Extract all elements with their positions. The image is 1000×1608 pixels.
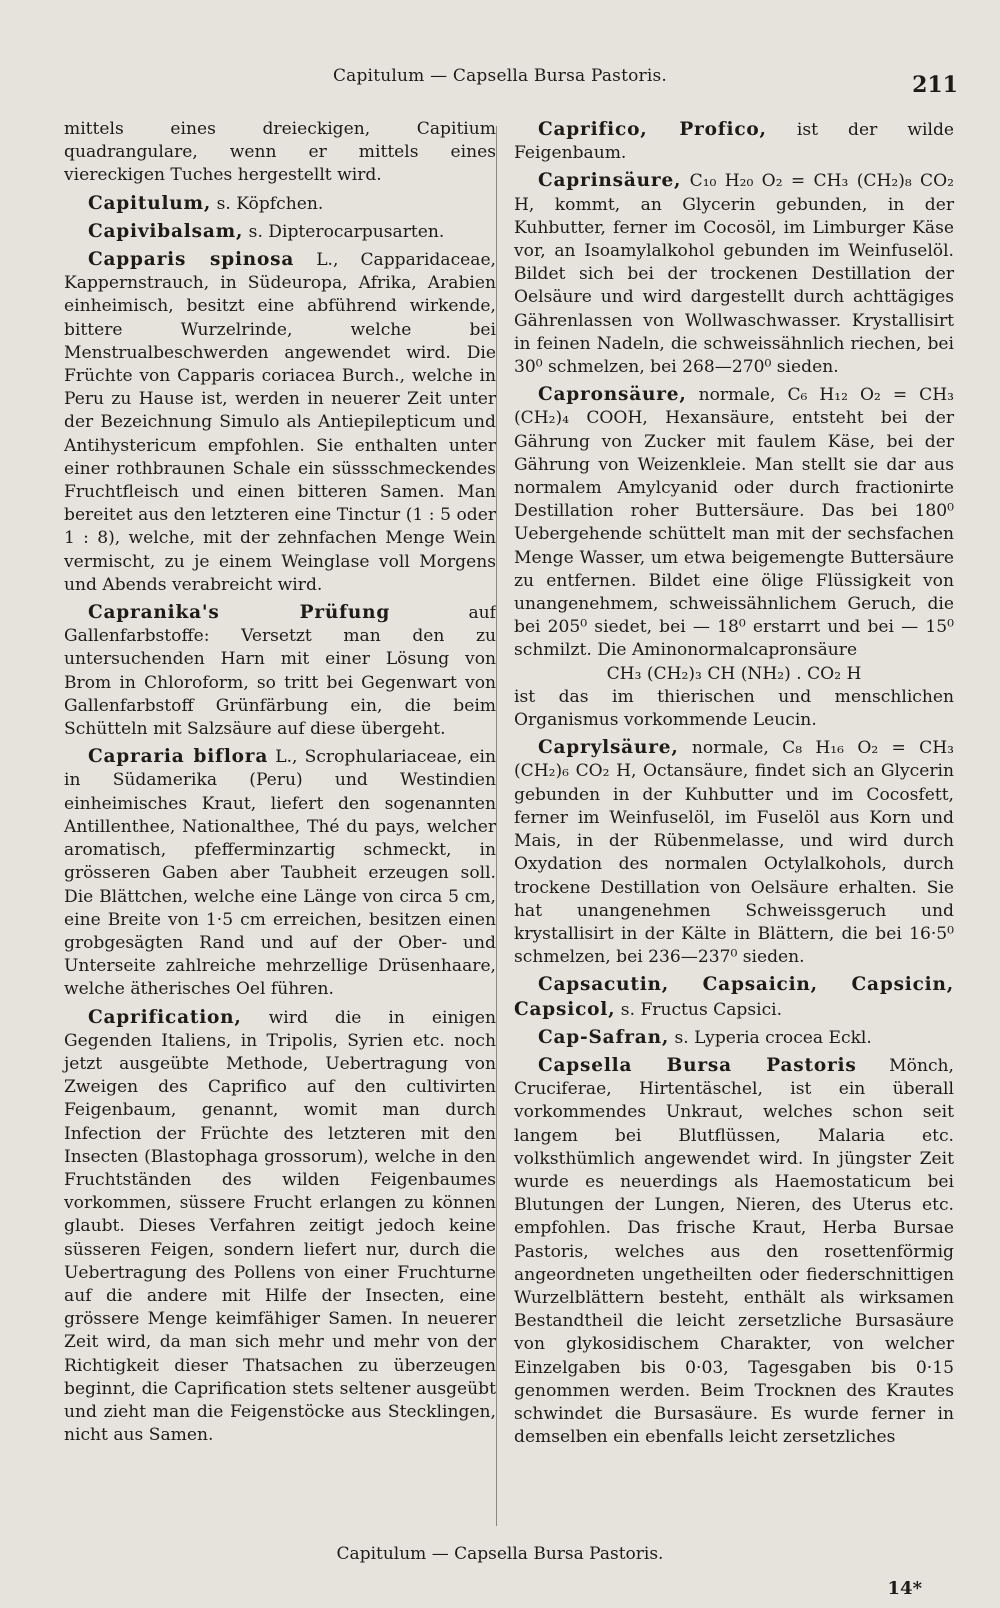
entry-headword: Capsacutin, Capsaicin, Capsicin, Capsicol,	[514, 974, 954, 1020]
entry-headword: Capsella Bursa Pastoris	[538, 1054, 857, 1076]
left-column	[64, 118, 496, 1447]
right-column	[514, 118, 954, 1449]
dictionary-entry	[64, 1006, 496, 1448]
entry-text: wird die in einigen Gegenden Italiens, in Tripolis, Syrien etc. noch jetzt ausgeübte Methode, Uebertragung von Zweigen des Caprifico auf den cultivirten Feigenbaum, genannt, womit man durch Infection der Früchte des letzteren mit den Insecten (Blastophaga grossorum), welche in den Fruchtständen des wilden Feigenbaumes vorkommen, süssere Frucht erlangen zu können glaubt. Dieses Verfahren zeitigt jedoch keine süsseren Feigen, sondern liefert nur, durch die Uebertragung des Pollens von einer Fruchturne auf die andere mit Hilfe der Insecten, eine grössere Menge keimfähiger Samen. In neuerer Zeit wird, da man sich mehr und mehr von der Richtigkeit dieser Thatsachen zu überzeugen beginnt, die Caprification stets seltener ausgeübt und zieht man die Feigenstöcke aus Stecklingen, nicht aus Samen.	[64, 1007, 496, 1446]
dictionary-entry	[514, 169, 954, 379]
dictionary-entry	[64, 601, 496, 741]
dictionary-entry	[514, 118, 954, 165]
dictionary-entry	[64, 745, 496, 1001]
entry-text: s. Fructus Capsici.	[615, 999, 783, 1020]
dictionary-entry	[514, 973, 954, 1021]
entry-headword: Caprinsäure,	[538, 170, 682, 192]
running-head: Capitulum — Capsella Bursa Pastoris.	[332, 66, 668, 86]
dictionary-entry	[514, 736, 954, 969]
entry-headword: Cap-Safran,	[538, 1026, 670, 1048]
entry-headword: Capivibalsam,	[88, 220, 244, 242]
entry-headword: Capraria biflora	[88, 746, 269, 768]
dictionary-entry	[514, 1054, 954, 1449]
entry-text: C₁₀ H₂₀ O₂ = CH₃ (CH₂)₈ CO₂ H, kommt, an Glycerin gebunden, in der Kuhbutter, ferner im Cocosöl, im Limburger Käse vor, an Isoamylalkohol gebunden im Weinfuselöl. Bildet sich bei der trockenen Destillation der Oelsäure und wird dargestellt durch achttägiges Gährenlassen von Wollwaschwasser. Krystallisirt in feinen Nadeln, die schweissähnlich riechen, bei 30⁰ schmelzen, bei 268—270⁰ sieden.	[514, 171, 954, 378]
entry-text: s. Lyperia crocea Eckl.	[669, 1027, 872, 1048]
entry-text: mittels eines dreieckigen, Capitium quadrangulare, wenn er mittels eines viereckigen Tuches hergestellt wird.	[64, 119, 496, 186]
entry-headword: Caprification,	[88, 1006, 242, 1028]
entry-headword: Caprylsäure,	[538, 737, 679, 759]
entry-headword: Capitulum,	[88, 192, 212, 214]
dictionary-entry	[514, 686, 954, 732]
dictionary-entry	[64, 220, 496, 244]
dictionary-entry	[64, 248, 496, 597]
page-number: 211	[912, 72, 958, 98]
dictionary-entry	[64, 118, 496, 188]
entry-text: Mönch, Cruciferae, Hirtentäschel, ist ein überall vorkommendes Unkraut, welches schon seit langem bei Blutflüssen, Malaria etc. volksthümlich angewendet wird. In jüngster Zeit wurde es neuerdings als Haemostaticum bei Blutungen der Lungen, Nieren, des Uterus etc. empfohlen. Das frische Kraut, Herba Bursae Pastoris, welches aus den rosettenförmig angeordneten ungetheilten oder fiederschnittigen Wurzelblättern besteht, enthält als wirksamen Bestandtheil die leicht zersetzliche Bursasäure von glykosidischem Charakter, von welcher Einzelgaben bis 0·03, Tagesgaben bis 0·15 genommen werden. Beim Trocknen des Krautes schwindet die Bursasäure. Es wurde ferner in demselben ein ebenfalls leicht zersetzliches	[514, 1055, 954, 1448]
entry-text: ist der wilde Feigenbaum.	[514, 120, 955, 164]
entry-text: normale, C₆ H₁₂ O₂ = CH₃ (CH₂)₄ COOH, Hexansäure, entsteht bei der Gährung von Zucker mit faulem Käse, bei der Gährung von Weizenkleie. Man stellt sie dar aus normalem Amylcyanid oder durch fractionirte Destillation roher Buttersäure. Das bei 180⁰ Uebergehende schüttelt man mit der sechsfachen Menge Wasser, um etwa beigemengte Buttersäure zu entfernen. Bildet eine ölige Flüssigkeit von unangenehmem, schweissähnlichem Geruch, die bei 205⁰ siedet, bei — 18⁰ erstarrt und bei — 15⁰ schmilzt. Die Aminonormalcapronsäure	[514, 385, 954, 661]
entry-text: s. Dipterocarpusarten.	[243, 221, 445, 242]
dictionary-entry	[514, 1026, 954, 1050]
entry-headword: Capparis spinosa	[88, 249, 295, 271]
entry-text: normale, C₈ H₁₆ O₂ = CH₃ (CH₂)₆ CO₂ H, Octansäure, findet sich an Glycerin gebunden in der Kuhbutter und im Cocosfett, ferner im Weinfuselöl, im Fuselöl aus Korn und Mais, in der Rübenmelasse, und wird durch Oxydation des normalen Octylalkohols, durch trockene Destillation von Oelsäure erhalten. Sie hat unangenehmen Schweissgeruch und krystallisirt in der Kälte in Blättern, die bei 16·5⁰ schmelzen, bei 236—237⁰ sieden.	[514, 738, 954, 968]
dictionary-entry	[64, 192, 496, 216]
chemical-formula: CH₃ (CH₂)₃ CH (NH₂) . CO₂ H	[606, 663, 862, 684]
signature-mark: 14*	[887, 1578, 922, 1599]
entry-text: auf Gallenfarbstoffe: Versetzt man den zu untersuchenden Harn mit einer Lösung von Brom in Chloroform, so tritt bei Gegenwart von Gallenfarbstoff Grünfärbung ein, die beim Schütteln mit Salzsäure auf diese übergeht.	[64, 603, 496, 740]
footer-title: Capitulum — Capsella Bursa Pastoris.	[336, 1544, 664, 1564]
entry-text: ist das im thierischen und menschlichen Organismus vorkommende Leucin.	[514, 686, 954, 731]
column-divider	[496, 126, 497, 1526]
entry-headword: Caprifico, Profico,	[538, 119, 767, 140]
dictionary-entry	[514, 383, 954, 662]
entry-headword: Capranika's Prüfung	[88, 602, 391, 624]
entry-text: L., Capparidaceae, Kappernstrauch, in Südeuropa, Afrika, Arabien einheimisch, besitzt eine abführend wirkende, bittere Wurzelrinde, welche bei Menstrualbeschwerden angewendet wird. Die Früchte von Capparis coriacea Burch., welche in Peru zu Hause ist, werden in neuerer Zeit unter der Bezeichnung Simulo als Antiepilepticum und Antihystericum empfohlen. Sie enthalten unter einer rothbraunen Schale ein süssschmeckendes Fruchtfleisch und einen bitteren Samen. Man bereitet aus den letzteren eine Tinctur (1 : 5 oder 1 : 8), welche, mit der zehnfachen Menge Wein vermischt, zu je einem Weinglase voll Morgens und Abends verabreicht wird.	[64, 250, 496, 595]
entry-headword: Capronsäure,	[538, 384, 687, 406]
entry-text: s. Köpfchen.	[211, 193, 324, 214]
entry-text: L., Scrophulariaceae, ein in Südamerika (Peru) und Westindien einheimisches Kraut, liefert den sogenannten Antillenthee, Nationalthee, Thé du pays, welcher aromatisch, pfefferminzartig schmeckt, in grösseren Gaben aber Taubheit erzeugen soll. Die Blättchen, welche eine Länge von circa 5 cm, eine Breite von 1·5 cm erreichen, besitzen einen grobgesägten Rand und auf der Ober- und Unterseite zahlreiche mehrzellige Drüsenhaare, welche ätherisches Oel führen.	[64, 747, 496, 1000]
